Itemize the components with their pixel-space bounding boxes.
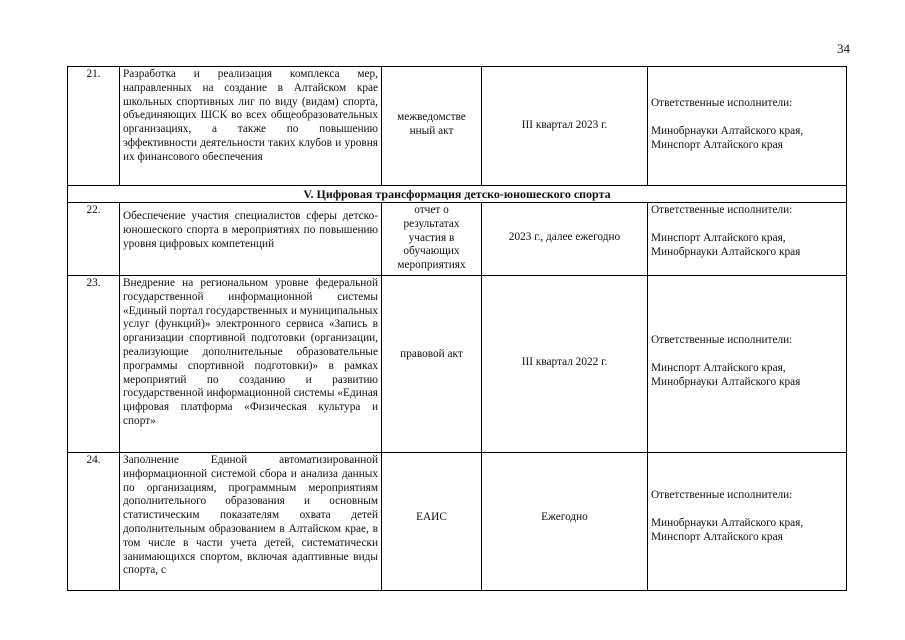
responsible-executor: Минспорт Алтайского края, xyxy=(651,231,786,244)
table-row xyxy=(68,67,847,186)
table-row xyxy=(68,276,847,453)
responsible-executor: Минспорт Алтайского края xyxy=(651,138,783,151)
document-type: ЕАИС xyxy=(382,453,482,591)
document-type: правовой акт xyxy=(382,276,482,453)
document-type: отчет о результатах участия в обучающих мероприятиях xyxy=(382,203,482,276)
section-title: V. Цифровая трансформация детско-юношеского спорта xyxy=(68,186,847,203)
responsible-executors xyxy=(648,453,847,591)
responsible-executor: Минобрнауки Алтайского края xyxy=(651,245,801,258)
row-number: 24. xyxy=(68,453,120,591)
deadline: Ежегодно xyxy=(482,453,648,591)
deadline: III квартал 2022 г. xyxy=(482,276,648,453)
responsible-executor: Минобрнауки Алтайского края, xyxy=(651,124,804,137)
responsible-title: Ответственные исполнители: xyxy=(651,489,793,501)
measure-description: Внедрение на региональном уровне федеральной государственной информационной системы «Единый портал государственных и муниципальных услуг (функций)» электронного сервиса «Запись в организации спортивной подготовки (организации, реализующие дополнительные образовательные программы спортивной подготовки)» в рамках мероприятий по созданию и развитию государственной информационной системы «Единая цифровая платформа «Физическая культура и спорт» xyxy=(120,276,382,453)
table-row xyxy=(68,453,847,591)
responsible-executor: Минобрнауки Алтайского края, xyxy=(651,516,804,529)
responsible-executors xyxy=(648,276,847,453)
responsible-title: Ответственные исполнители: xyxy=(651,204,793,216)
section-header-row xyxy=(68,186,847,203)
measures-table xyxy=(67,66,847,591)
row-number: 21. xyxy=(68,67,120,186)
measure-description: Обеспечение участия специалистов сферы детско-юношеского спорта в мероприятиях по повышению уровня цифровых компетенций xyxy=(120,203,382,276)
responsible-title: Ответственные исполнители: xyxy=(651,97,793,109)
row-number: 22. xyxy=(68,203,120,276)
responsible-executors xyxy=(648,203,847,276)
deadline: III квартал 2023 г. xyxy=(482,67,648,186)
deadline: 2023 г., далее ежегодно xyxy=(482,203,648,276)
responsible-executor: Минобрнауки Алтайского края xyxy=(651,375,801,388)
responsible-executor: Минспорт Алтайского края, xyxy=(651,361,786,374)
row-number: 23. xyxy=(68,276,120,453)
table-row xyxy=(68,203,847,276)
page-number: 34 xyxy=(837,41,850,56)
responsible-executors xyxy=(648,67,847,186)
document-type: межведомстве нный акт xyxy=(382,67,482,186)
responsible-executor: Минспорт Алтайского края xyxy=(651,530,783,543)
measure-description: Разработка и реализация комплекса мер, направленных на создание в Алтайском крае школьных спортивных лиг по виду (видам) спорта, объединяющих ШСК во всех общеобразовательных организациях, а также по повышению эффективности деятельности таких клубов и уровня их финансового обеспечения xyxy=(120,67,382,186)
responsible-title: Ответственные исполнители: xyxy=(651,334,793,346)
measure-description: Заполнение Единой автоматизированной информационной системой сбора и анализа данных по организациям, программным мероприятиям дополнительного образования и основным статистическим показателям охвата детей дополнительным образованием в Алтайском крае, в том числе в части учета детей, систематически занимающихся спортом, включая адаптивные виды спорта, с xyxy=(120,453,382,591)
